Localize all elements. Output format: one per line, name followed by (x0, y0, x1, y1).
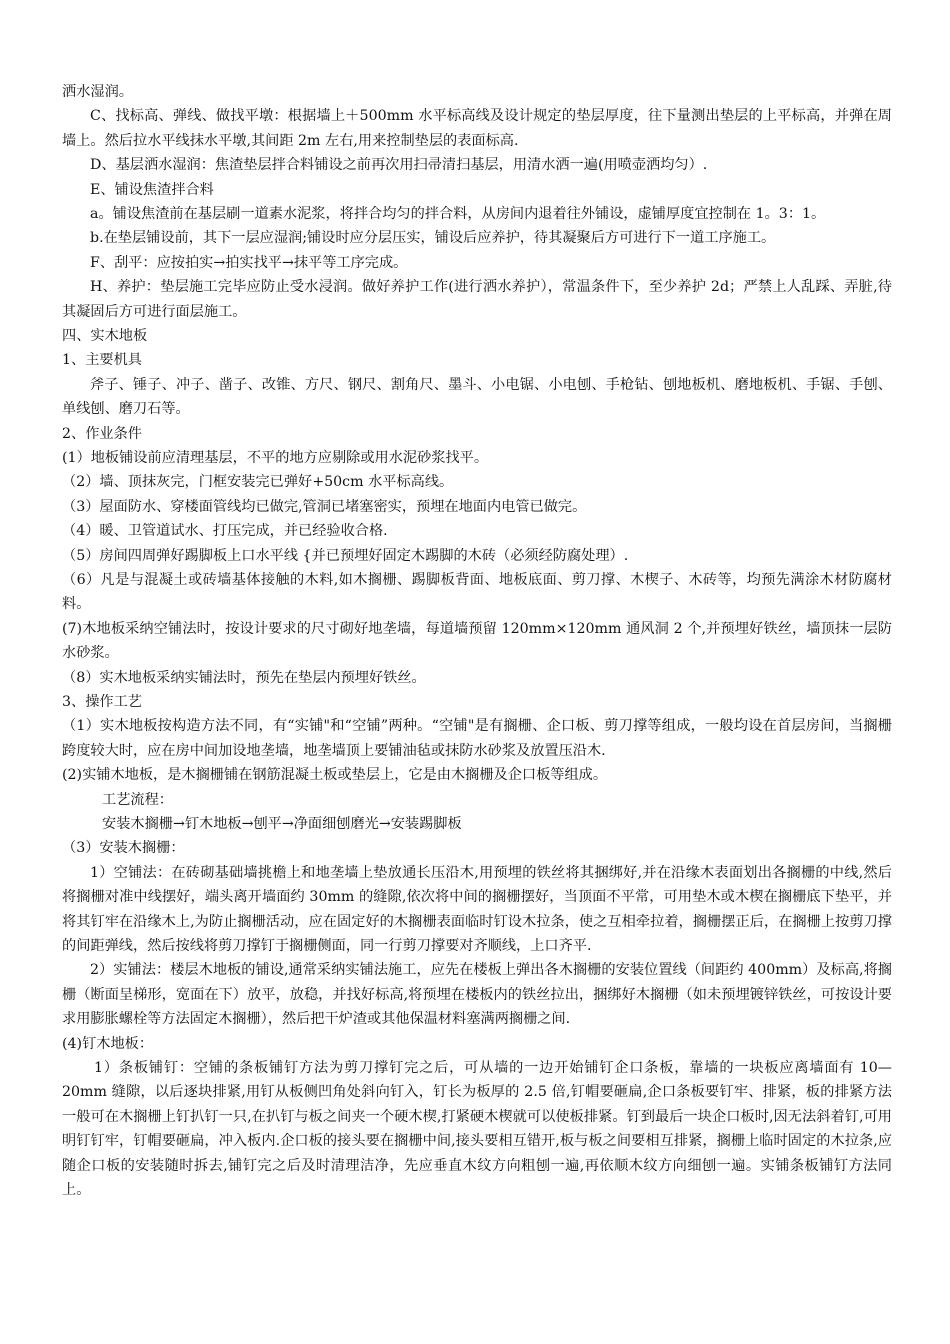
paragraph: a。铺设焦渣前在基层刷一道素水泥浆，将拌合均匀的拌合料，从房间内退着往外铺设，虚铺厚度宜控制在 1。3：1。 (90, 205, 826, 222)
list-item: (7)木地板采纳空铺法时，按设计要求的尺寸砌好地垄墙，每道墙预留 120mm×120mm 通风洞 2 个,并预埋好铁丝，墙顶抹一层防水砂浆。 (62, 620, 892, 662)
list-item: (1）地板铺设前应清理基层，不平的地方应剔除或用水泥砂浆找平。 (62, 449, 489, 466)
section-heading: 四、实木地板 (62, 327, 148, 344)
process-flow: 安装木搁栅→钉木地板→刨平→净面细刨磨光→安装踢脚板 (102, 815, 462, 832)
paragraph: H、养护：垫层施工完毕应防止受水浸润。做好养护工作(进行洒水养护），常温条件下，至少养护 2d；严禁上人乱踩、弄脏,待其凝固后方可进行面层施工。 (62, 279, 892, 320)
section-heading: 2、作业条件 (62, 425, 142, 442)
paragraph: b.在垫层铺设前，其下一层应湿润;铺设时应分层压实，铺设后应养护，待其凝聚后方可进行下一道工序施工。 (90, 230, 776, 247)
paragraph: 工艺流程： (102, 791, 173, 808)
list-item: (2)实铺木地板，是木搁栅铺在钢筋混凝土板或垫层上，它是由木搁栅及企口板等组成。 (62, 767, 608, 784)
document-page (62, 80, 892, 1202)
paragraph: C、找标高、弹线、做找平墩：根据墙上＋500mm 水平标高线及设计规定的垫层厚度，往下量测出垫层的上平标高，并弹在周墙上。然后拉水平线抹水平墩,其间距 2m 左右,用来控制垫层的表面标高. (62, 108, 892, 149)
list-item: （3）安装木搁栅： (62, 840, 185, 857)
paragraph: 洒水湿润。 (62, 84, 133, 100)
paragraph: D、基层洒水湿润：焦渣垫层拌合料铺设之前再次用扫帚清扫基层，用清水洒一遍(用喷壶洒均匀）. (90, 157, 708, 174)
paragraph: F、刮平：应按拍实→拍实找平→抹平等工序完成。 (90, 254, 408, 271)
list-item: （6）凡是与混凝土或砖墙基体接触的木料,如木搁栅、踢脚板背面、地板底面、剪刀撑、木楔子、木砖等，均预先满涂木材防腐材料。 (62, 571, 892, 613)
section-heading: 3、操作工艺 (62, 693, 142, 710)
list-item: (4)钉木地板： (62, 1035, 154, 1052)
paragraph: 1）条板铺钉：空铺的条板铺钉方法为剪刀撑钉完之后，可从墙的一边开始铺钉企口条板，靠墙的一块板应离墙面有 10—20mm 缝隙，以后逐块排紧,用钉从板侧凹角处斜向钉入，钉长为板厚的 2.5 倍,钉帽要砸扁,企口条板要钉牢、排紧，板的排紧方法一般可在木搁栅上钉扒钉一只,在扒钉与板之间夹一个硬木楔,打紧硬木楔就可以使板排紧。钉到最后一块企口板时,因无法斜着钉,可用明钉钉牢，钉帽要砸扁，冲入板内.企口板的接头要在搁栅中间,接头要相互错开,板与板之间要相互排紧，搁栅上临时固定的木拉条,应随企口板的安装随时拆去,铺钉完之后及时清理洁净，先应垂直木纹方向粗刨一遍,再依顺木纹方向细刨一遍。实铺条板铺钉方法同上。 (62, 1059, 892, 1198)
list-item: （1）实木地板按构造方法不同，有“实铺"和“空铺”两种。“空铺"是有搁栅、企口板、剪刀撑等组成，一般均设在首层房间，当搁栅跨度较大时，应在房中间加设地垄墙，地垄墙顶上要铺油毡或抹防水砂浆及放置压沿木. (62, 718, 892, 759)
list-item: （4）暖、卫管道试水、打压完成，并已经验收合格. (62, 523, 388, 540)
list-item: （5）房间四周弹好踢脚板上口水平线 {并已预埋好固定木踢脚的木砖（必须经防腐处理）. (62, 547, 629, 564)
paragraph: 2）实铺法：楼层木地板的铺设,通常采纳实铺法施工，应先在楼板上弹出各木搁栅的安装位置线（间距约 400mm）及标高,将搁栅（断面呈梯形，宽面在下）放平，放稳，并找好标高,将预埋在楼板内的铁丝拉出，捆绑好木搁栅（如未预埋镀锌铁丝，可按设计要求用膨胀螺栓等方法固定木搁栅），然后把干炉渣或其他保温材料塞满两搁栅之间. (62, 962, 892, 1028)
paragraph: E、铺设焦渣拌合料 (90, 181, 214, 198)
list-item: （2）墙、顶抹灰完，门框安装完已弹好+50cm 水平标高线。 (62, 474, 454, 491)
paragraph: 斧子、锤子、冲子、凿子、改锥、方尺、钢尺、割角尺、墨斗、小电锯、小电刨、手枪钻、刨地板机、磨地板机、手锯、手刨、单线刨、磨刀石等。 (62, 376, 892, 418)
list-item: （8）实木地板采纳实铺法时，预先在垫层内预埋好铁丝。 (62, 669, 426, 686)
list-item: （3）屋面防水、穿楼面管线均已做完,管洞已堵塞密实，预埋在地面内电管已做完。 (62, 498, 587, 515)
paragraph: 1）空铺法：在砖砌基础墙挑檐上和地垄墙上垫放通长压沿木,用预埋的铁丝将其捆绑好,并在沿缘木表面划出各搁栅的中线,然后将搁栅对准中线摆好，端头离开墙面约 30mm 的缝隙,依次将中间的搁栅摆好，当顶面不平常，可用垫木或木楔在搁栅底下垫平，并将其钉牢在沿缘木上,为防止搁栅活动，应在固定好的木搁栅表面临时钉设木拉条，使之互相牵拉着，搁栅摆正后，在搁栅上按剪刀撑的间距弹线，然后按线将剪刀撑钉于搁栅侧面，同一行剪刀撑要对齐顺线，上口齐平. (62, 864, 892, 954)
section-heading: 1、主要机具 (62, 352, 142, 369)
